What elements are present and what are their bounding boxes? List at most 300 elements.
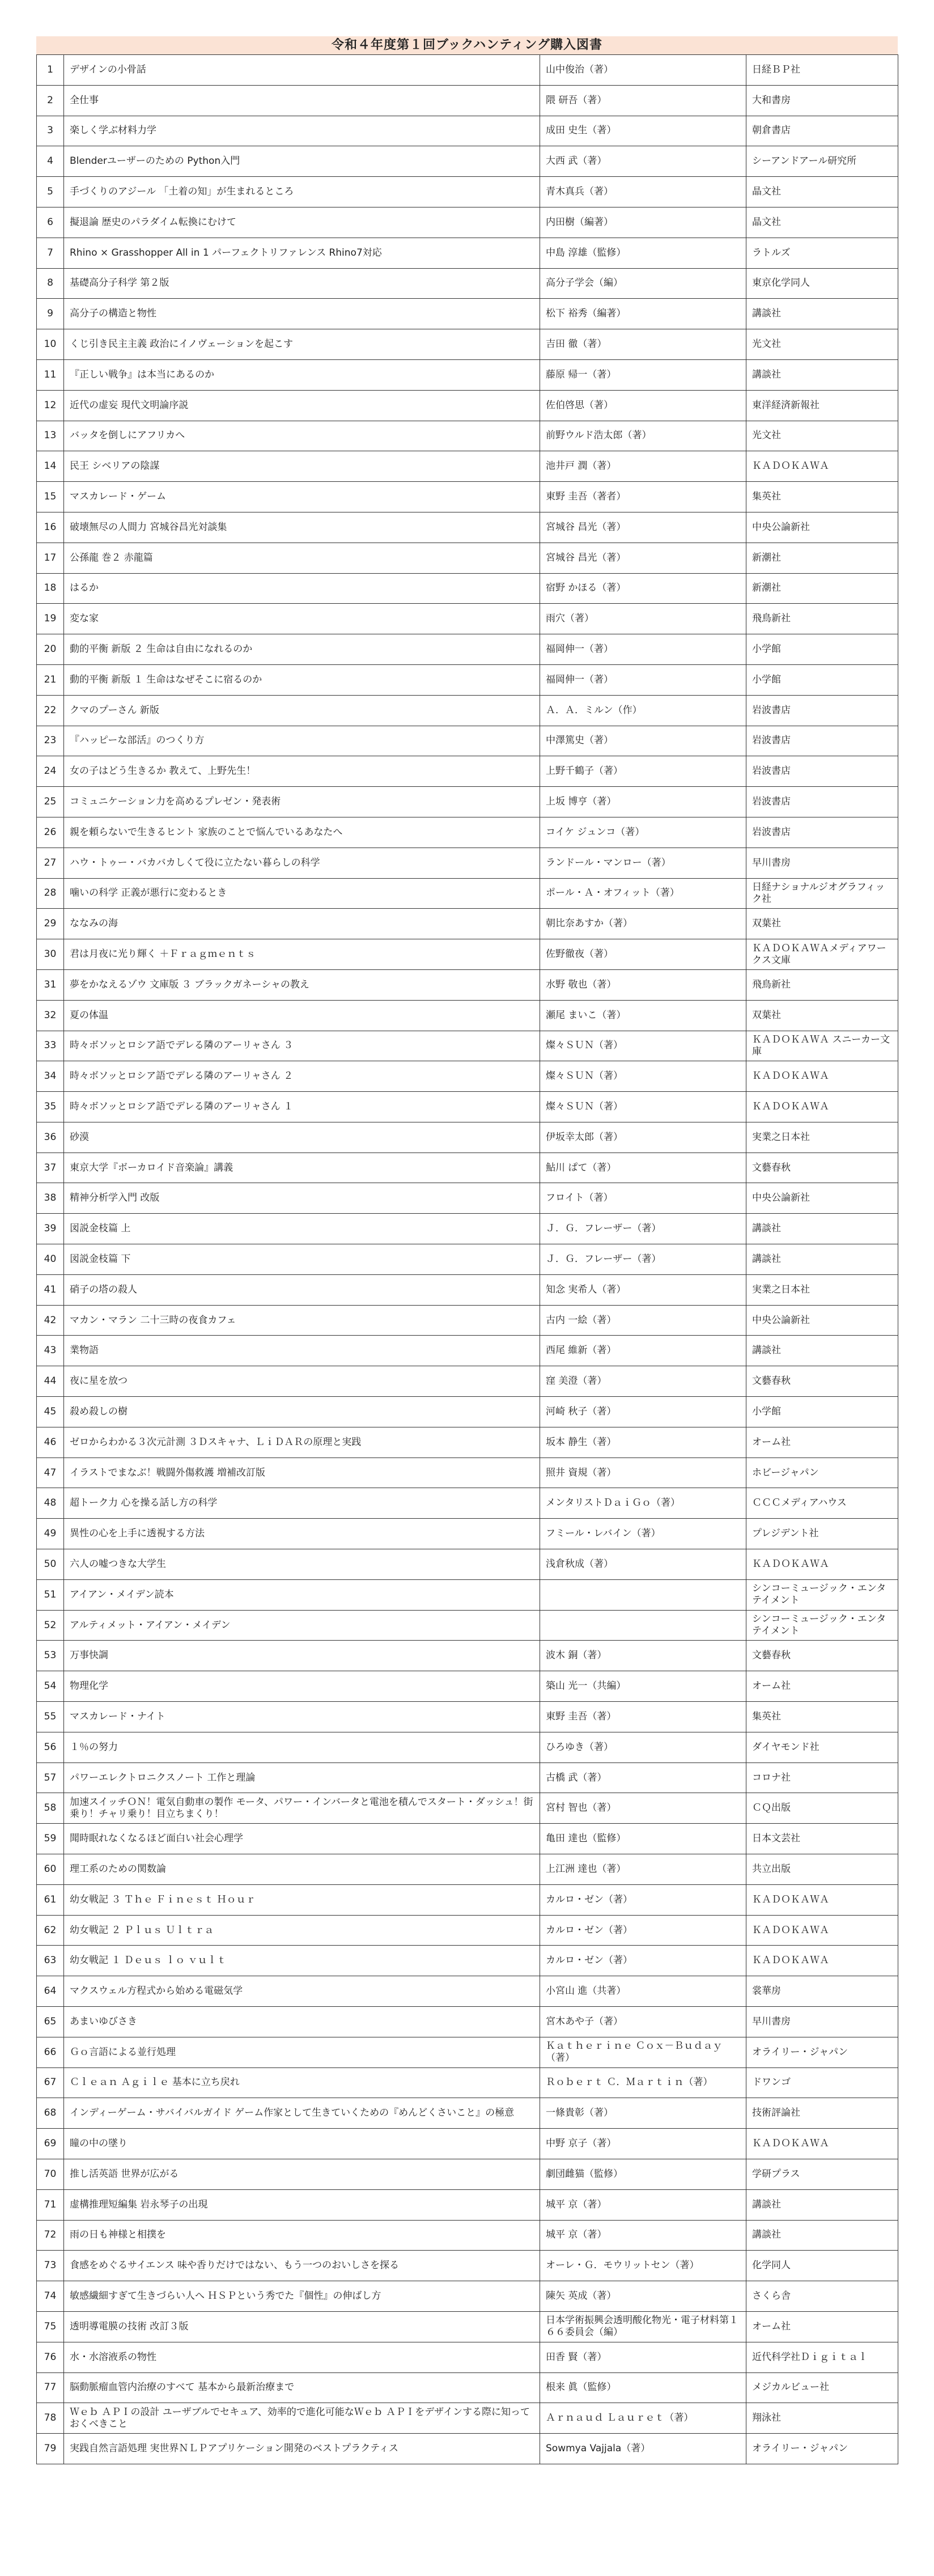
publisher-cell: コロナ社 bbox=[746, 1762, 898, 1793]
table-row bbox=[37, 2434, 898, 2464]
book-title-cell: コミュニケーション力を高めるプレゼン・発表術 bbox=[64, 787, 540, 817]
row-number-cell: 58 bbox=[37, 1793, 64, 1824]
row-number-cell: 9 bbox=[37, 299, 64, 329]
author-cell: Ｋａｔｈｅｒｉｎｅ Ｃｏｘ－Ｂｕｄａｙ（著） bbox=[540, 2037, 746, 2067]
table-row bbox=[37, 359, 898, 390]
table-row bbox=[37, 1579, 898, 1610]
book-title-cell: 『ハッピーな部活』のつくり方 bbox=[64, 726, 540, 756]
publisher-cell: 新潮社 bbox=[746, 543, 898, 573]
author-cell: 東野 圭吾（著） bbox=[540, 1702, 746, 1732]
author-cell: 福岡伸一（著） bbox=[540, 634, 746, 665]
author-cell: 根来 眞（監修） bbox=[540, 2372, 746, 2403]
book-title-cell: ハウ・トゥー・バカバカしくて役に立たない暮らしの科学 bbox=[64, 848, 540, 878]
publisher-cell: 双葉社 bbox=[746, 1000, 898, 1031]
book-title-cell: パワーエレクトロニクスノート 工作と理論 bbox=[64, 1762, 540, 1793]
author-cell: 宮城谷 昌光（著） bbox=[540, 512, 746, 543]
row-number-cell: 31 bbox=[37, 969, 64, 1000]
publisher-cell: 化学同人 bbox=[746, 2251, 898, 2281]
author-cell: 古橋 武（著） bbox=[540, 1762, 746, 1793]
publisher-cell: オーム社 bbox=[746, 2311, 898, 2342]
author-cell: 中野 京子（著） bbox=[540, 2129, 746, 2159]
book-title-cell: 水・水溶液系の物性 bbox=[64, 2342, 540, 2372]
row-number-cell: 7 bbox=[37, 238, 64, 268]
row-number-cell: 16 bbox=[37, 512, 64, 543]
row-number-cell: 18 bbox=[37, 573, 64, 604]
book-title-cell: 変な家 bbox=[64, 604, 540, 634]
author-cell: Ｒｏｂｅｒｔ Ｃ．Ｍａｒｔｉｎ（著） bbox=[540, 2067, 746, 2098]
row-number-cell: 52 bbox=[37, 1610, 64, 1641]
book-title-cell: Ｗｅｂ ＡＰＩの設計 ユーザブルでセキュア、効率的で進化可能なＷｅｂ ＡＰＩをデザインする際に知っておくべきこと bbox=[64, 2403, 540, 2434]
author-cell: コイケ ジュンコ（著） bbox=[540, 817, 746, 848]
row-number-cell: 60 bbox=[37, 1854, 64, 1885]
author-cell: ひろゆき（著） bbox=[540, 1732, 746, 1762]
author-cell: 吉田 徹（著） bbox=[540, 329, 746, 360]
book-title-cell: バッタを倒しにアフリカへ bbox=[64, 421, 540, 451]
publisher-cell: 大和書房 bbox=[746, 85, 898, 116]
author-cell: 知念 実希人（著） bbox=[540, 1274, 746, 1305]
table-row bbox=[37, 1488, 898, 1519]
publisher-cell: ドワンゴ bbox=[746, 2067, 898, 2098]
table-row bbox=[37, 1000, 898, 1031]
row-number-cell: 72 bbox=[37, 2220, 64, 2251]
book-title-cell: 夢をかなえるゾウ 文庫版 ３ ブラックガネーシャの教え bbox=[64, 969, 540, 1000]
publisher-cell: 講談社 bbox=[746, 1336, 898, 1366]
author-cell: Sowmya Vajjala（著） bbox=[540, 2434, 746, 2464]
table-row bbox=[37, 969, 898, 1000]
author-cell: 青木真兵（著） bbox=[540, 177, 746, 207]
table-row bbox=[37, 787, 898, 817]
publisher-cell: 集英社 bbox=[746, 482, 898, 512]
publisher-cell: ＫＡＤＯＫＡＷＡ bbox=[746, 1061, 898, 1092]
author-cell: 佐伯啓思（著） bbox=[540, 390, 746, 421]
author-cell: 古内 一絵（著） bbox=[540, 1305, 746, 1336]
publisher-cell: 翔泳社 bbox=[746, 2403, 898, 2434]
author-cell: 宿野 かほる（著） bbox=[540, 573, 746, 604]
row-number-cell: 11 bbox=[37, 359, 64, 390]
publisher-cell: 岩波書店 bbox=[746, 787, 898, 817]
author-cell: 東野 圭吾（著者） bbox=[540, 482, 746, 512]
table-row bbox=[37, 1610, 898, 1641]
book-title-cell: 瞳の中の墜り bbox=[64, 2129, 540, 2159]
publisher-cell: 文藝春秋 bbox=[746, 1366, 898, 1397]
publisher-cell: 裳華房 bbox=[746, 1976, 898, 2007]
book-title-cell: デザインの小骨話 bbox=[64, 55, 540, 86]
table-row bbox=[37, 2129, 898, 2159]
publisher-cell: 晶文社 bbox=[746, 177, 898, 207]
table-row bbox=[37, 1092, 898, 1122]
row-number-cell: 61 bbox=[37, 1884, 64, 1915]
row-number-cell: 29 bbox=[37, 909, 64, 939]
book-title-cell: 君は月夜に光り輝く ＋Ｆｒａｇｍｅｎｔｓ bbox=[64, 939, 540, 970]
publisher-cell: 岩波書店 bbox=[746, 695, 898, 726]
row-number-cell: 35 bbox=[37, 1092, 64, 1122]
author-cell: 中島 淳雄（監修） bbox=[540, 238, 746, 268]
book-title-cell: 女の子はどう生きるか 教えて、上野先生！ bbox=[64, 756, 540, 787]
table-row bbox=[37, 939, 898, 970]
row-number-cell: 69 bbox=[37, 2129, 64, 2159]
book-title-cell: 近代の虚妄 現代文明論序説 bbox=[64, 390, 540, 421]
author-cell: 雨穴（著） bbox=[540, 604, 746, 634]
book-title-cell: 硝子の塔の殺人 bbox=[64, 1274, 540, 1305]
book-title-cell: 殺め殺しの樹 bbox=[64, 1397, 540, 1427]
book-title-cell: 雨の日も神様と相撲を bbox=[64, 2220, 540, 2251]
row-number-cell: 34 bbox=[37, 1061, 64, 1092]
book-title-cell: 実践自然言語処理 実世界ＮＬＰアプリケーション開発のベストプラクティス bbox=[64, 2434, 540, 2464]
book-title-cell: 業物語 bbox=[64, 1336, 540, 1366]
row-number-cell: 36 bbox=[37, 1122, 64, 1153]
book-title-cell: 食感をめぐるサイエンス 味や香りだけではない、もう一つのおいしさを探る bbox=[64, 2251, 540, 2281]
author-cell: カルロ・ゼン（著） bbox=[540, 1884, 746, 1915]
publisher-cell: 東洋経済新報社 bbox=[746, 390, 898, 421]
table-row bbox=[37, 2098, 898, 2129]
publisher-cell: 講談社 bbox=[746, 1244, 898, 1275]
row-number-cell: 74 bbox=[37, 2281, 64, 2312]
table-row bbox=[37, 1671, 898, 1702]
row-number-cell: 21 bbox=[37, 664, 64, 695]
row-number-cell: 44 bbox=[37, 1366, 64, 1397]
author-cell: 朝比奈あすか（著） bbox=[540, 909, 746, 939]
table-row bbox=[37, 482, 898, 512]
author-cell: 燦々ＳＵＮ（著） bbox=[540, 1031, 746, 1061]
publisher-cell: シンコーミュージック・エンタテイメント bbox=[746, 1610, 898, 1641]
table-row bbox=[37, 1762, 898, 1793]
table-row bbox=[37, 1061, 898, 1092]
publisher-cell: 日本文芸社 bbox=[746, 1824, 898, 1854]
row-number-cell: 78 bbox=[37, 2403, 64, 2434]
author-cell: 藤原 帰一（著） bbox=[540, 359, 746, 390]
table-row bbox=[37, 634, 898, 665]
row-number-cell: 51 bbox=[37, 1579, 64, 1610]
author-cell: フミール・レバイン（著） bbox=[540, 1519, 746, 1549]
publisher-cell: ＫＡＤＯＫＡＷＡ bbox=[746, 1915, 898, 1946]
author-cell: 西尾 維新（著） bbox=[540, 1336, 746, 1366]
table-row bbox=[37, 1824, 898, 1854]
table-row bbox=[37, 1458, 898, 1488]
book-list-table bbox=[36, 54, 898, 2464]
row-number-cell: 1 bbox=[37, 55, 64, 86]
book-title-cell: 聞時眠れなくなるほど面白い社会心理学 bbox=[64, 1824, 540, 1854]
table-row bbox=[37, 1274, 898, 1305]
table-row bbox=[37, 1214, 898, 1244]
book-title-cell: 全仕事 bbox=[64, 85, 540, 116]
table-row bbox=[37, 1183, 898, 1214]
table-row bbox=[37, 85, 898, 116]
publisher-cell: 講談社 bbox=[746, 2189, 898, 2220]
book-title-cell: 高分子の構造と物性 bbox=[64, 299, 540, 329]
publisher-cell: 岩波書店 bbox=[746, 817, 898, 848]
row-number-cell: 45 bbox=[37, 1397, 64, 1427]
publisher-cell: 中央公論新社 bbox=[746, 1305, 898, 1336]
author-cell: 松下 裕秀（編著） bbox=[540, 299, 746, 329]
row-number-cell: 43 bbox=[37, 1336, 64, 1366]
row-number-cell: 49 bbox=[37, 1519, 64, 1549]
row-number-cell: 6 bbox=[37, 207, 64, 238]
book-title-cell: 『正しい戦争』は本当にあるのか bbox=[64, 359, 540, 390]
book-title-cell: 砂漠 bbox=[64, 1122, 540, 1153]
author-cell: 山中俊治（著） bbox=[540, 55, 746, 86]
row-number-cell: 14 bbox=[37, 451, 64, 482]
author-cell: 上野千鶴子（著） bbox=[540, 756, 746, 787]
publisher-cell: 飛鳥新社 bbox=[746, 604, 898, 634]
table-row bbox=[37, 695, 898, 726]
publisher-cell: 光文社 bbox=[746, 421, 898, 451]
table-row bbox=[37, 1366, 898, 1397]
row-number-cell: 67 bbox=[37, 2067, 64, 2098]
book-title-cell: あまいゆびさき bbox=[64, 2007, 540, 2037]
author-cell: 前野ウルド浩太郎（著） bbox=[540, 421, 746, 451]
table-row bbox=[37, 177, 898, 207]
publisher-cell: 講談社 bbox=[746, 359, 898, 390]
row-number-cell: 50 bbox=[37, 1549, 64, 1580]
row-number-cell: 62 bbox=[37, 1915, 64, 1946]
table-row bbox=[37, 2403, 898, 2434]
publisher-cell: ＣＱ出版 bbox=[746, 1793, 898, 1824]
table-row bbox=[37, 2007, 898, 2037]
table-row bbox=[37, 726, 898, 756]
book-title-cell: マスカレード・ゲーム bbox=[64, 482, 540, 512]
table-row bbox=[37, 238, 898, 268]
publisher-cell: 早川書房 bbox=[746, 848, 898, 878]
author-cell: フロイト（著） bbox=[540, 1183, 746, 1214]
table-row bbox=[37, 1732, 898, 1762]
row-number-cell: 20 bbox=[37, 634, 64, 665]
table-row bbox=[37, 421, 898, 451]
table-row bbox=[37, 2251, 898, 2281]
author-cell bbox=[540, 1610, 746, 1641]
row-number-cell: 27 bbox=[37, 848, 64, 878]
publisher-cell: 飛鳥新社 bbox=[746, 969, 898, 1000]
table-row bbox=[37, 2067, 898, 2098]
book-title-cell: 図説金枝篇 上 bbox=[64, 1214, 540, 1244]
author-cell: オーレ・Ｇ．モウリットセン（著） bbox=[540, 2251, 746, 2281]
row-number-cell: 10 bbox=[37, 329, 64, 360]
book-title-cell: 東京大学『ボーカロイド音楽論』講義 bbox=[64, 1153, 540, 1183]
row-number-cell: 59 bbox=[37, 1824, 64, 1854]
author-cell: 上江洲 達也（著） bbox=[540, 1854, 746, 1885]
book-title-cell: 夜に星を放つ bbox=[64, 1366, 540, 1397]
table-row bbox=[37, 1122, 898, 1153]
table-row bbox=[37, 2159, 898, 2189]
author-cell: 伊坂幸太郎（著） bbox=[540, 1122, 746, 1153]
author-cell: 内田樹（編著） bbox=[540, 207, 746, 238]
author-cell: 燦々ＳＵＮ（著） bbox=[540, 1061, 746, 1092]
publisher-cell: 光文社 bbox=[746, 329, 898, 360]
book-title-cell: ななみの海 bbox=[64, 909, 540, 939]
publisher-cell: 早川書房 bbox=[746, 2007, 898, 2037]
table-row bbox=[37, 573, 898, 604]
row-number-cell: 77 bbox=[37, 2372, 64, 2403]
book-title-cell: 基礎高分子科学 第２版 bbox=[64, 268, 540, 299]
book-title-cell: 時々ボソッとロシア語でデレる隣のアーリャさん １ bbox=[64, 1092, 540, 1122]
row-number-cell: 37 bbox=[37, 1153, 64, 1183]
row-number-cell: 8 bbox=[37, 268, 64, 299]
publisher-cell: ＣＣＣメディアハウス bbox=[746, 1488, 898, 1519]
row-number-cell: 47 bbox=[37, 1458, 64, 1488]
author-cell: Ｊ．Ｇ．フレーザー（著） bbox=[540, 1214, 746, 1244]
publisher-cell: ＫＡＤＯＫＡＷＡ bbox=[746, 1884, 898, 1915]
publisher-cell: 中央公論新社 bbox=[746, 1183, 898, 1214]
author-cell: メンタリストＤａｉＧｏ（著） bbox=[540, 1488, 746, 1519]
table-row bbox=[37, 116, 898, 146]
row-number-cell: 39 bbox=[37, 1214, 64, 1244]
book-title-cell: 時々ボソッとロシア語でデレる隣のアーリャさん ３ bbox=[64, 1031, 540, 1061]
table-row bbox=[37, 2189, 898, 2220]
publisher-cell: 日経ＢＰ社 bbox=[746, 55, 898, 86]
row-number-cell: 41 bbox=[37, 1274, 64, 1305]
table-row bbox=[37, 2311, 898, 2342]
author-cell: 佐野徹夜（著） bbox=[540, 939, 746, 970]
author-cell: カルロ・ゼン（著） bbox=[540, 1915, 746, 1946]
author-cell: 中澤篤史（著） bbox=[540, 726, 746, 756]
book-title-cell: はるか bbox=[64, 573, 540, 604]
publisher-cell: 集英社 bbox=[746, 1702, 898, 1732]
book-title-cell: 幼女戦記 ３ Ｔｈｅ Ｆｉｎｅｓｔ Ｈｏｕｒ bbox=[64, 1884, 540, 1915]
publisher-cell: ＫＡＤＯＫＡＷＡ bbox=[746, 1549, 898, 1580]
row-number-cell: 22 bbox=[37, 695, 64, 726]
table-row bbox=[37, 1793, 898, 1824]
table-row bbox=[37, 390, 898, 421]
row-number-cell: 65 bbox=[37, 2007, 64, 2037]
author-cell: 浅倉秋成（著） bbox=[540, 1549, 746, 1580]
book-title-cell: 異性の心を上手に透視する方法 bbox=[64, 1519, 540, 1549]
row-number-cell: 17 bbox=[37, 543, 64, 573]
author-cell: 瀬尾 まいこ（著） bbox=[540, 1000, 746, 1031]
document-title: 令和４年度第１回ブックハンティング購入図書 bbox=[36, 36, 898, 54]
row-number-cell: 33 bbox=[37, 1031, 64, 1061]
book-title-cell: 時々ボソッとロシア語でデレる隣のアーリャさん ２ bbox=[64, 1061, 540, 1092]
author-cell: 波木 銅（著） bbox=[540, 1641, 746, 1671]
table-row bbox=[37, 878, 898, 909]
author-cell: 小宮山 進（共著） bbox=[540, 1976, 746, 2007]
book-title-cell: 透明導電膜の技術 改訂３版 bbox=[64, 2311, 540, 2342]
row-number-cell: 12 bbox=[37, 390, 64, 421]
row-number-cell: 71 bbox=[37, 2189, 64, 2220]
author-cell: 照井 資規（著） bbox=[540, 1458, 746, 1488]
row-number-cell: 54 bbox=[37, 1671, 64, 1702]
book-title-cell: 手づくりのアジール 「土着の知」が生まれるところ bbox=[64, 177, 540, 207]
table-row bbox=[37, 2342, 898, 2372]
table-row bbox=[37, 1976, 898, 2007]
book-title-cell: マスカレード・ナイト bbox=[64, 1702, 540, 1732]
author-cell: 高分子学会（編） bbox=[540, 268, 746, 299]
publisher-cell: ＫＡＤＯＫＡＷＡ スニーカー文庫 bbox=[746, 1031, 898, 1061]
author-cell: 宮木あや子（著） bbox=[540, 2007, 746, 2037]
table-row bbox=[37, 299, 898, 329]
publisher-cell: 小学館 bbox=[746, 1397, 898, 1427]
author-cell bbox=[540, 1579, 746, 1610]
book-title-cell: 超トーク力 心を操る話し方の科学 bbox=[64, 1488, 540, 1519]
book-title-cell: イラストでまなぶ！戦闘外傷救護 増補改訂版 bbox=[64, 1458, 540, 1488]
publisher-cell: ＫＡＤＯＫＡＷＡメディアワークス文庫 bbox=[746, 939, 898, 970]
book-title-cell: アルティメット・アイアン・メイデン bbox=[64, 1610, 540, 1641]
table-row bbox=[37, 1946, 898, 1976]
book-title-cell: １％の努力 bbox=[64, 1732, 540, 1762]
author-cell: 一條貴彰（著） bbox=[540, 2098, 746, 2129]
author-cell: 成田 史生（著） bbox=[540, 116, 746, 146]
row-number-cell: 24 bbox=[37, 756, 64, 787]
book-title-cell: 推し活英語 世界が広がる bbox=[64, 2159, 540, 2189]
book-title-cell: 敏感繊細すぎて生きづらい人へ ＨＳＰという秀でた『個性』の伸ばし方 bbox=[64, 2281, 540, 2312]
row-number-cell: 76 bbox=[37, 2342, 64, 2372]
row-number-cell: 75 bbox=[37, 2311, 64, 2342]
table-row bbox=[37, 207, 898, 238]
table-row bbox=[37, 1641, 898, 1671]
publisher-cell: 実業之日本社 bbox=[746, 1122, 898, 1153]
table-row bbox=[37, 1884, 898, 1915]
row-number-cell: 57 bbox=[37, 1762, 64, 1793]
row-number-cell: 38 bbox=[37, 1183, 64, 1214]
author-cell: Ａ．Ａ．ミルン（作） bbox=[540, 695, 746, 726]
book-title-cell: 脳動脈瘤血管内治療のすべて 基本から最新治療まで bbox=[64, 2372, 540, 2403]
book-title-cell: 夏の体温 bbox=[64, 1000, 540, 1031]
author-cell: 宮村 智也（著） bbox=[540, 1793, 746, 1824]
table-row bbox=[37, 268, 898, 299]
book-title-cell: インディーゲーム・サバイバルガイド ゲーム作家として生きていくための『めんどくさいこと』の極意 bbox=[64, 2098, 540, 2129]
publisher-cell: 講談社 bbox=[746, 299, 898, 329]
publisher-cell: メジカルビュー社 bbox=[746, 2372, 898, 2403]
author-cell: ランドール・マンロー（著） bbox=[540, 848, 746, 878]
document-page bbox=[36, 36, 898, 2464]
publisher-cell: ＫＡＤＯＫＡＷＡ bbox=[746, 2129, 898, 2159]
table-row bbox=[37, 1549, 898, 1580]
publisher-cell: 中央公論新社 bbox=[746, 512, 898, 543]
author-cell: 城平 京（著） bbox=[540, 2220, 746, 2251]
book-title-cell: 物理化学 bbox=[64, 1671, 540, 1702]
table-row bbox=[37, 55, 898, 86]
publisher-cell: 実業之日本社 bbox=[746, 1274, 898, 1305]
table-row bbox=[37, 543, 898, 573]
book-title-cell: 親を頼らないで生きるヒント 家族のことで悩んでいるあなたへ bbox=[64, 817, 540, 848]
publisher-cell: 岩波書店 bbox=[746, 726, 898, 756]
publisher-cell: 技術評論社 bbox=[746, 2098, 898, 2129]
book-title-cell: マクスウェル方程式から始める電磁気学 bbox=[64, 1976, 540, 2007]
author-cell: 城平 京（著） bbox=[540, 2189, 746, 2220]
book-title-cell: Ｃｌｅａｎ Ａｇｉｌｅ 基本に立ち戻れ bbox=[64, 2067, 540, 2098]
author-cell: 鮎川 ぱて（著） bbox=[540, 1153, 746, 1183]
publisher-cell: シンコーミュージック・エンタテイメント bbox=[746, 1579, 898, 1610]
author-cell: 河崎 秋子（著） bbox=[540, 1397, 746, 1427]
book-title-cell: 民王 シベリアの陰謀 bbox=[64, 451, 540, 482]
publisher-cell: 日経ナショナルジオグラフィック社 bbox=[746, 878, 898, 909]
table-row bbox=[37, 848, 898, 878]
table-row bbox=[37, 1915, 898, 1946]
table-row bbox=[37, 1153, 898, 1183]
author-cell: 亀田 達也（監修） bbox=[540, 1824, 746, 1854]
row-number-cell: 55 bbox=[37, 1702, 64, 1732]
author-cell: 日本学術振興会透明酸化物光・電子材料第１６６委員会（編） bbox=[540, 2311, 746, 2342]
row-number-cell: 28 bbox=[37, 878, 64, 909]
book-title-cell: 噛いの科学 正義が悪行に変わるとき bbox=[64, 878, 540, 909]
row-number-cell: 68 bbox=[37, 2098, 64, 2129]
row-number-cell: 42 bbox=[37, 1305, 64, 1336]
row-number-cell: 70 bbox=[37, 2159, 64, 2189]
book-title-cell: Blenderユーザーのための Python入門 bbox=[64, 146, 540, 177]
table-row bbox=[37, 1397, 898, 1427]
table-row bbox=[37, 817, 898, 848]
table-row bbox=[37, 1854, 898, 1885]
author-cell: 劇団雌猫（監修） bbox=[540, 2159, 746, 2189]
table-row bbox=[37, 1305, 898, 1336]
row-number-cell: 32 bbox=[37, 1000, 64, 1031]
table-row bbox=[37, 2220, 898, 2251]
row-number-cell: 63 bbox=[37, 1946, 64, 1976]
author-cell: カルロ・ゼン（著） bbox=[540, 1946, 746, 1976]
book-title-cell: 動的平衡 新版 １ 生命はなぜそこに宿るのか bbox=[64, 664, 540, 695]
publisher-cell: ＫＡＤＯＫＡＷＡ bbox=[746, 451, 898, 482]
book-list-body bbox=[37, 55, 898, 2464]
row-number-cell: 4 bbox=[37, 146, 64, 177]
book-title-cell: アイアン・メイデン読本 bbox=[64, 1579, 540, 1610]
